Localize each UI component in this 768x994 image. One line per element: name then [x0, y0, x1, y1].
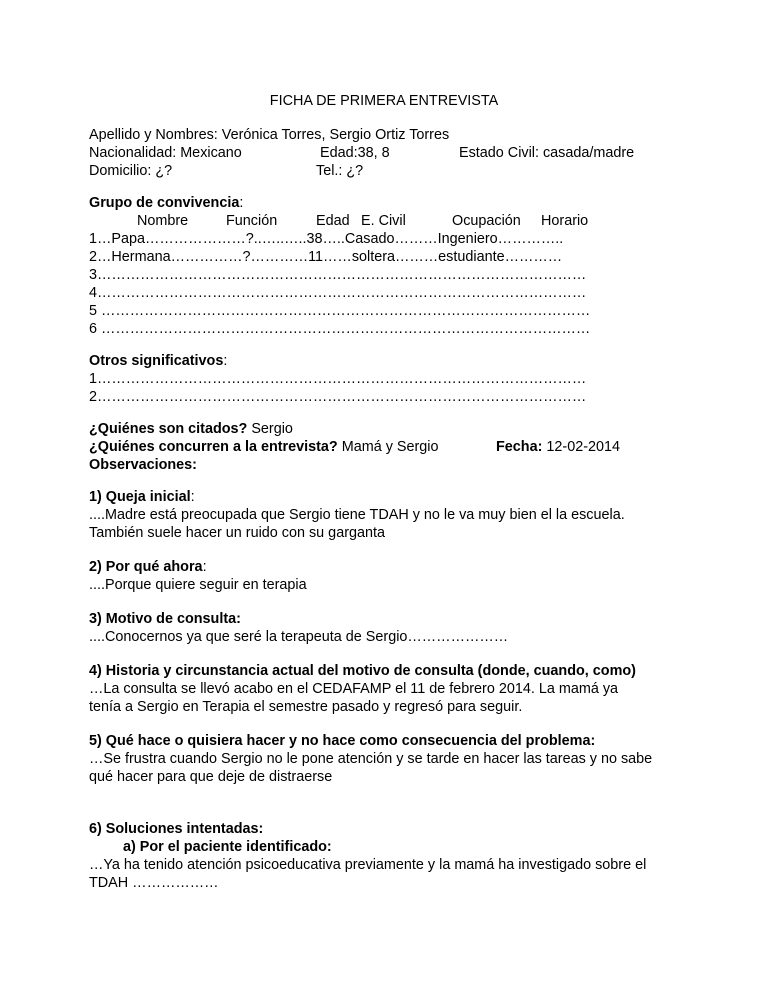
historia-heading: 4) Historia y circunstancia actual del motivo de consulta (donde, cuando, como): [89, 663, 636, 679]
historia-line: …La consulta se llevó acabo en el CEDAFAMP el 11 de febrero 2014. La mamá ya: [89, 681, 619, 697]
estado-civil-text: Estado Civil: casada/madre: [459, 145, 635, 161]
citados-label: ¿Quiénes son citados?: [89, 421, 248, 437]
otros-row: 1…………………………………………………………………………………………: [89, 371, 587, 387]
queja-inicial-heading: [89, 488, 195, 506]
document-title: FICHA DE PRIMERA ENTREVISTA: [269, 93, 499, 109]
fecha-value: 12-02-2014: [542, 439, 621, 455]
ahora-heading-text: 2) Por qué ahora: [89, 559, 203, 575]
soluciones-line: …Ya ha tenido atención psicoeducativa previamente y la mamá ha investigado sobre el: [89, 857, 647, 873]
queja-line: También suele hacer un ruido con su garganta: [89, 525, 385, 541]
domicilio-text: Domicilio: ¿?: [89, 163, 173, 179]
citados-value: Sergio: [247, 421, 293, 437]
otros-heading-colon: :: [223, 353, 228, 369]
citados-line: [89, 420, 293, 438]
que-hace-line: …Se frustra cuando Sergio no le pone atención y se tarde en hacer las tareas y no sabe: [89, 751, 653, 767]
nacionalidad-text: Nacionalidad: Mexicano: [89, 145, 242, 161]
grupo-row: 3…………………………………………………………………………………………: [89, 267, 587, 283]
grupo-row: 2…Hermana……………?…………11……soltera………estudiante…………: [89, 249, 563, 265]
queja-heading-text: 1) Queja inicial: [89, 489, 191, 505]
queja-line: ....Madre está preocupada que Sergio tiene TDAH y no le va muy bien el la escuela.: [89, 507, 625, 523]
fecha-label: Fecha:: [496, 439, 543, 455]
motivo-consulta-heading: 3) Motivo de consulta:: [89, 611, 241, 627]
otros-significativos-heading: [89, 352, 227, 370]
por-que-ahora-heading: [89, 558, 207, 576]
grupo-heading-colon: :: [239, 195, 244, 211]
apellido-line: Apellido y Nombres: Verónica Torres, Sergio Ortiz Torres: [89, 127, 450, 143]
grupo-convivencia-heading: [89, 194, 243, 212]
soluciones-line: TDAH ………………: [89, 875, 219, 891]
concurren-line: [89, 438, 439, 456]
soluciones-heading: 6) Soluciones intentadas:: [89, 821, 264, 837]
soluciones-subheading: a) Por el paciente identificado:: [123, 839, 332, 855]
concurren-value: Mamá y Sergio: [337, 439, 439, 455]
header-funcion: Función: [226, 213, 278, 229]
header-estado-civil: E. Civil: [361, 213, 406, 229]
que-hace-line: qué hacer para que deje de distraerse: [89, 769, 333, 785]
ahora-heading-colon: :: [202, 559, 207, 575]
header-horario: Horario: [541, 213, 589, 229]
tel-text: Tel.: ¿?: [316, 163, 364, 179]
fecha-line: [496, 438, 620, 456]
grupo-row: 6 …………………………………………………………………………………………: [89, 321, 591, 337]
observaciones-heading: Observaciones:: [89, 457, 197, 473]
queja-heading-colon: :: [190, 489, 195, 505]
edad-text: Edad:38, 8: [320, 145, 390, 161]
grupo-row: 1…Papa…………………?..…..…..38…..Casado………Ingeniero…………..: [89, 231, 564, 247]
grupo-row: 5 …………………………………………………………………………………………: [89, 303, 591, 319]
ahora-line: ....Porque quiere seguir en terapia: [89, 577, 307, 593]
concurren-label: ¿Quiénes concurren a la entrevista?: [89, 439, 338, 455]
historia-line: tenía a Sergio en Terapia el semestre pasado y regresó para seguir.: [89, 699, 523, 715]
header-edad: Edad: [316, 213, 350, 229]
que-hace-heading: 5) Qué hace o quisiera hacer y no hace como consecuencia del problema:: [89, 733, 596, 749]
header-ocupacion: Ocupación: [452, 213, 521, 229]
motivo-line: ....Conocernos ya que seré la terapeuta de Sergio…………………: [89, 629, 509, 645]
otros-row: 2…………………………………………………………………………………………: [89, 389, 587, 405]
otros-heading-text: Otros significativos: [89, 353, 224, 369]
grupo-heading-text: Grupo de convivencia: [89, 195, 240, 211]
header-nombre: Nombre: [137, 213, 189, 229]
grupo-row: 4…………………………………………………………………………………………: [89, 285, 587, 301]
